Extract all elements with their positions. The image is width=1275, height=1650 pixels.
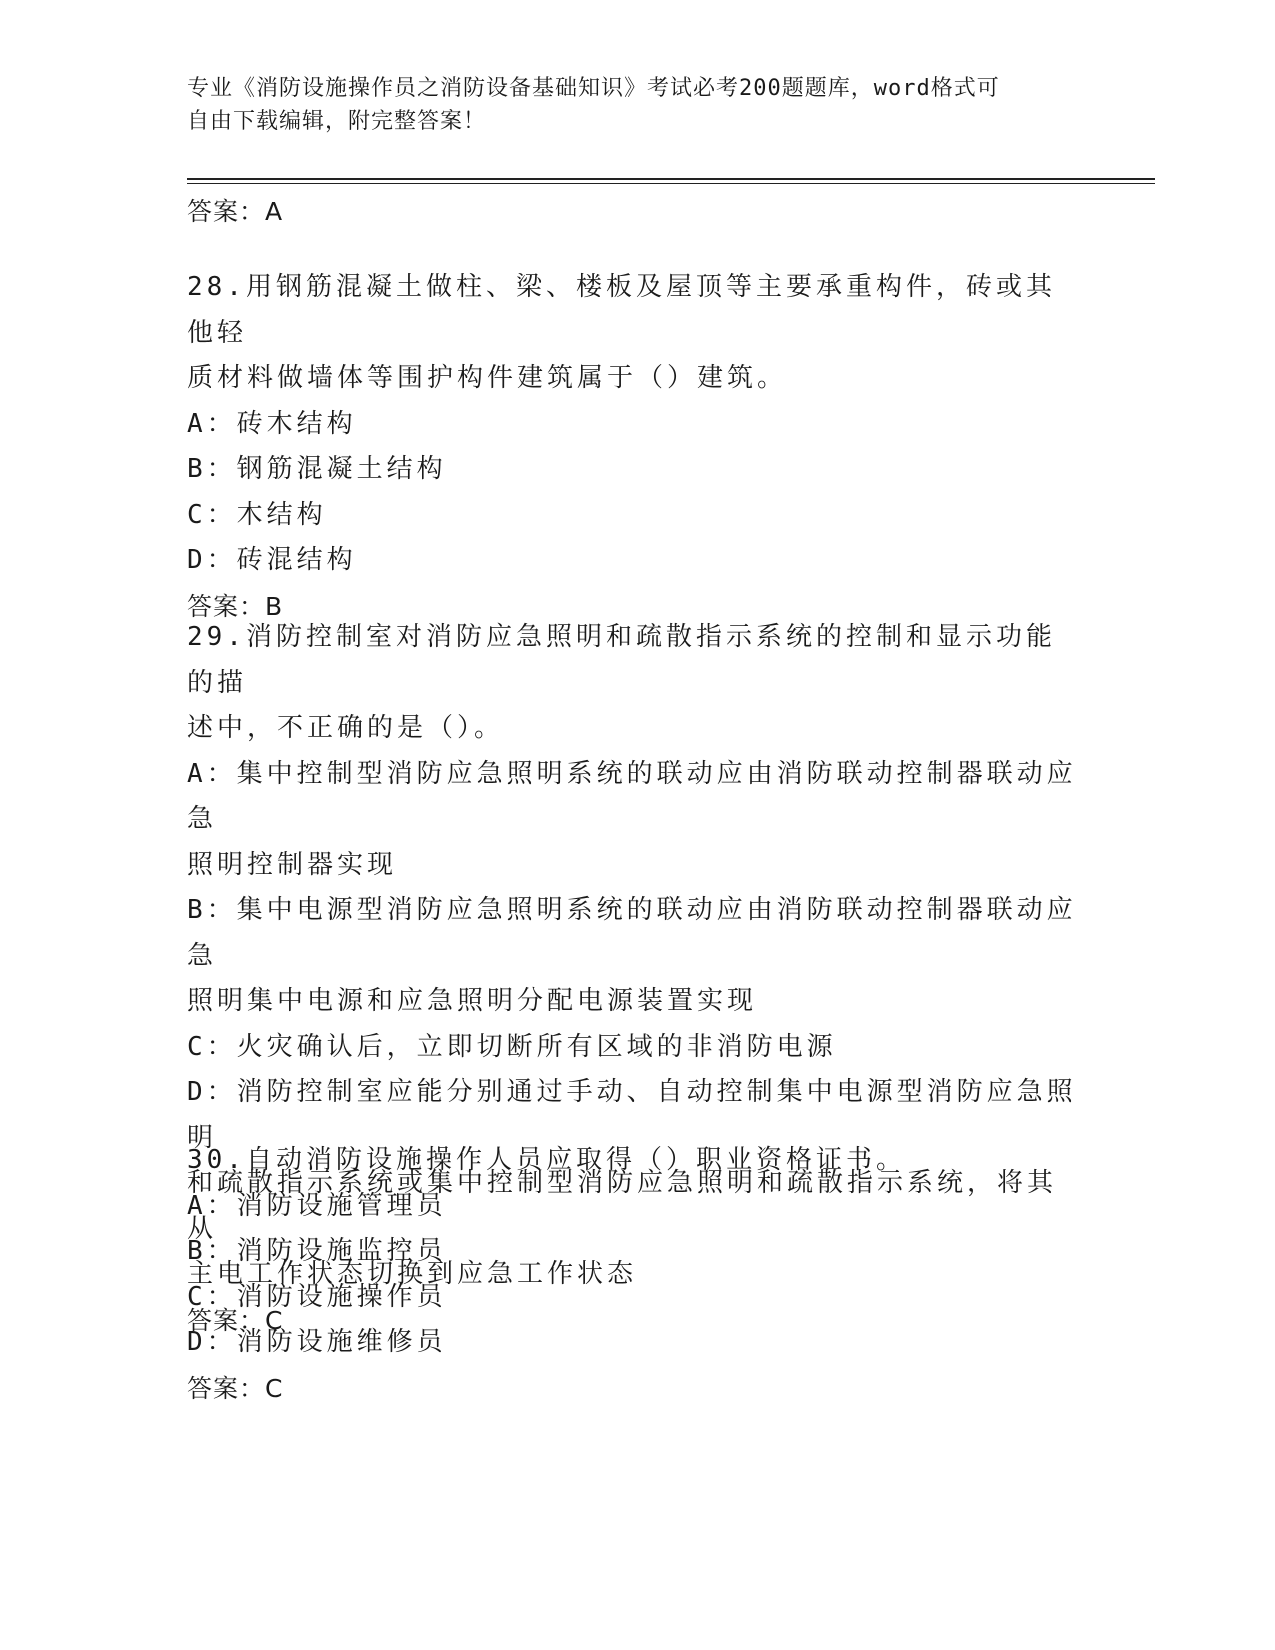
option-b-cont: 照明集中电源和应急照明分配电源装置实现 bbox=[187, 986, 758, 1016]
document-header bbox=[187, 72, 1067, 138]
header-divider-thick bbox=[187, 178, 1155, 180]
option-c: C：木结构 bbox=[187, 499, 327, 530]
answer-label: 答案：C bbox=[187, 1373, 284, 1403]
question-stem-line: 29.消防控制室对消防应急照明和疏散指示系统的控制和显示功能的描 bbox=[187, 622, 1056, 698]
answer-label: 答案：B bbox=[187, 591, 284, 621]
question-28 bbox=[187, 265, 1077, 629]
question-stem-line: 述中，不正确的是（）。 bbox=[187, 713, 505, 743]
option-a: A：砖木结构 bbox=[187, 408, 357, 439]
option-d: D：消防设施维修员 bbox=[187, 1327, 447, 1357]
question-stem-line: 28.用钢筋混凝土做柱、梁、楼板及屋顶等主要承重构件，砖或其他轻 bbox=[187, 272, 1056, 348]
option-a: A：集中控制型消防应急照明系统的联动应由消防联动控制器联动应急 bbox=[187, 758, 1077, 834]
option-c: C：消防设施操作员 bbox=[187, 1281, 447, 1312]
option-b: B：消防设施监控员 bbox=[187, 1236, 447, 1266]
option-b: B：集中电源型消防应急照明系统的联动应由消防联动控制器联动应急 bbox=[187, 895, 1077, 971]
previous-answer: 答案：A bbox=[187, 197, 284, 226]
option-d: D：砖混结构 bbox=[187, 545, 357, 575]
option-a: A：消防设施管理员 bbox=[187, 1190, 447, 1221]
answer-label: 答案：C bbox=[187, 1305, 284, 1335]
option-d: D：消防控制室应能分别通过手动、自动控制集中电源型消防应急照明 bbox=[187, 1077, 1077, 1153]
option-c: C：火灾确认后，立即切断所有区域的非消防电源 bbox=[187, 1031, 837, 1062]
question-stem-line: 质材料做墙体等围护构件建筑属于（）建筑。 bbox=[187, 363, 788, 393]
header-line-2: 自由下载编辑，附完整答案！ bbox=[187, 109, 487, 134]
option-d-cont: 主电工作状态切换到应急工作状态 bbox=[187, 1259, 638, 1289]
question-30 bbox=[187, 1138, 1077, 1411]
option-d-cont: 和疏散指示系统或集中控制型消防应急照明和疏散指示系统，将其从 bbox=[187, 1168, 1058, 1244]
option-b: B：钢筋混凝土结构 bbox=[187, 454, 447, 484]
header-divider-thin bbox=[187, 183, 1155, 184]
question-stem-line: 30.自动消防设施操作人员应取得（）职业资格证书。 bbox=[187, 1145, 906, 1175]
option-a-cont: 照明控制器实现 bbox=[187, 849, 398, 880]
header-line-1: 专业《消防设施操作员之消防设备基础知识》考试必考200题题库，word格式可 bbox=[187, 76, 1000, 101]
